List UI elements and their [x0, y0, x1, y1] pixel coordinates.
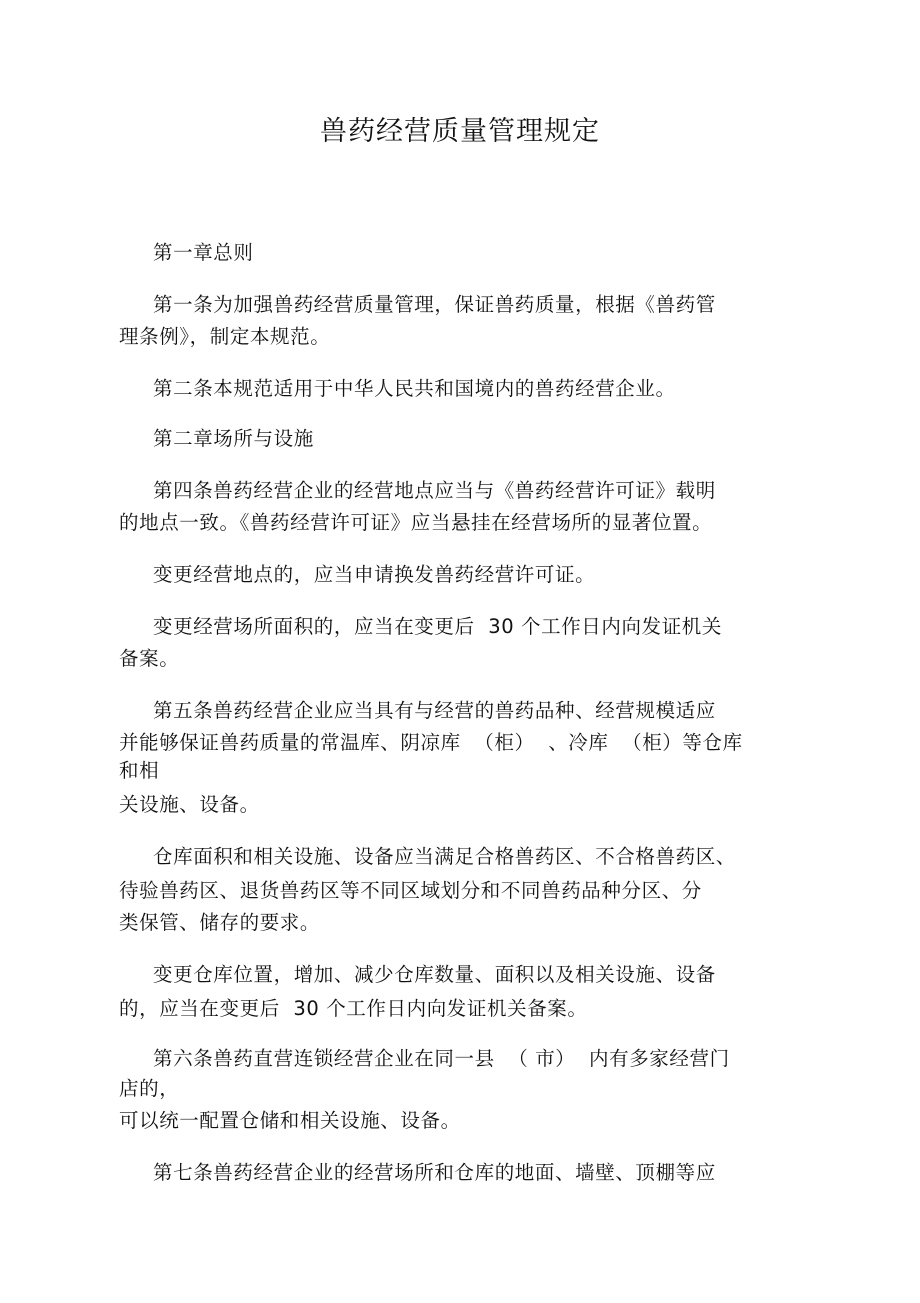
paragraph-line: 可以统一配置仓储和相关设施、设备。 — [119, 1109, 461, 1132]
paragraph-line: 第一条为加强兽药经营质量管理，保证兽药质量，根据《兽药管 — [153, 293, 716, 316]
paragraph-line: 备案。 — [119, 647, 180, 670]
paragraph-line: 第五条兽药经营企业应当具有与经营的兽药品种、经营规模适应 — [153, 699, 716, 722]
paragraph-line: 变更经营场所面积的，应当在变更后 30 个工作日内向发证机关 — [153, 615, 723, 638]
paragraph-line: 第六条兽药直营连锁经营企业在同一县 （ 市） 内有多家经营门 — [153, 1047, 730, 1070]
paragraph-line: 第四条兽药经营企业的经营地点应当与《兽药经营许可证》载明 — [153, 479, 716, 502]
paragraph-line: 关设施、设备。 — [119, 793, 260, 816]
paragraph-line: 和相 — [119, 759, 160, 782]
paragraph-line: 第七条兽药经营企业的经营场所和仓库的地面、墙壁、顶棚等应 — [153, 1161, 716, 1184]
paragraph-line: 待验兽药区、退货兽药区等不同区域划分和不同兽药品种分区、分 — [119, 879, 702, 902]
paragraph-line: 变更经营地点的，应当申请换发兽药经营许可证。 — [153, 563, 596, 586]
document-title: 兽药经营质量管理规定 — [320, 116, 600, 147]
paragraph-line: 的，应当在变更后 30 个工作日内向发证机关备案。 — [119, 997, 588, 1020]
chapter-heading-1: 第一章总则 — [153, 241, 254, 264]
paragraph-line: 理条例》，制定本规范。 — [119, 325, 331, 348]
chapter-heading-2: 第二章场所与设施 — [153, 427, 314, 450]
paragraph-line: 类保管、储存的要求。 — [119, 911, 321, 934]
paragraph-line: 第二条本规范适用于中华人民共和国境内的兽药经营企业。 — [153, 377, 676, 400]
paragraph-line: 店的， — [119, 1077, 180, 1100]
paragraph-line: 变更仓库位置，增加、减少仓库数量、面积以及相关设施、设备 — [153, 963, 716, 986]
paragraph-line: 的地点一致。《兽药经营许可证》应当悬挂在经营场所的显著位置。 — [119, 511, 713, 534]
paragraph-line: 并能够保证兽药质量的常温库、阴凉库 （柜） 、冷库 （柜）等仓库 — [119, 731, 743, 754]
paragraph-line: 仓库面积和相关设施、设备应当满足合格兽药区、不合格兽药区、 — [153, 845, 736, 868]
